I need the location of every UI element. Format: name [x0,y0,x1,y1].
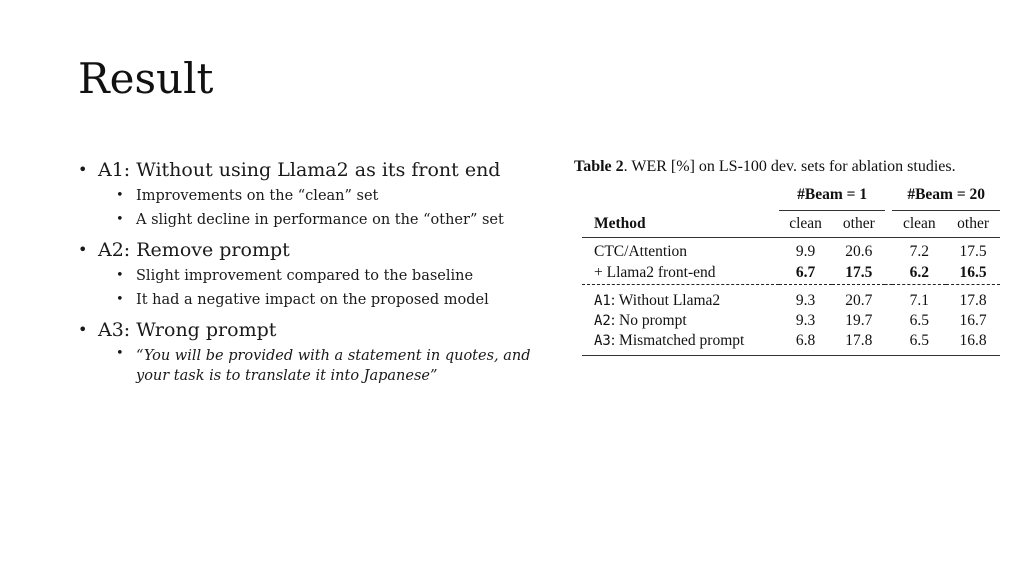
table-cell: 6.8 [779,331,832,356]
table-caption-text: . WER [%] on LS-100 dev. sets for ablation studies. [623,158,956,175]
row-code: A3 [594,333,611,349]
sub-bullet: • Slight improvement compared to the baseline [98,264,546,288]
row-label: CTC/Attention [594,243,687,260]
group-header-beam1: #Beam = 1 [779,182,886,211]
slide-title: Result [78,54,214,103]
bullet-a3 [76,316,546,386]
table-cell: 20.6 [845,243,873,260]
table-caption-label: Table 2 [574,158,624,175]
column-header-row [582,211,1000,238]
row-label: : No prompt [610,312,687,329]
group-header-beam20: #Beam = 20 [892,182,1000,211]
sub-bullet: • It had a negative impact on the proposed model [98,288,546,312]
table-cell: 6.5 [909,312,929,329]
table-row [582,262,1000,285]
table-row [582,238,1000,263]
row-label: : Mismatched prompt [610,332,745,349]
table-cell: 7.1 [909,292,929,309]
row-code: A1 [594,293,611,309]
table-cell: 6.5 [892,331,946,356]
table-cell-best: 17.5 [845,264,873,281]
table-caption [574,158,1004,176]
method-header: Method [582,211,779,238]
col-header: other [946,211,1000,238]
bullet-a1 [76,156,546,232]
table-row [582,311,1000,331]
bullet-a1-text: A1: Without using Llama2 as its front end [98,159,501,181]
table-cell: 19.7 [845,312,873,329]
table-cell-best: 6.7 [795,264,816,281]
table-cell: 17.8 [832,331,885,356]
table-row [582,331,1000,356]
sub-bullet-quote: • “You will be provided with a statement in quotes, and your task is to translate it into Japanese” [98,344,546,386]
col-header: clean [892,211,946,238]
table-cell: 9.9 [795,243,816,260]
row-label: : Without Llama2 [610,292,721,309]
row-code: A2 [594,313,611,329]
table-cell: 17.8 [959,292,987,309]
bullet-a3-sublist [98,344,546,386]
table-cell-best: 16.5 [959,264,987,281]
bullet-a3-text: A3: Wrong prompt [98,319,277,341]
bullet-a2 [76,236,546,312]
col-header: clean [779,211,832,238]
table-cell: 16.7 [959,312,987,329]
sub-bullet: • A slight decline in performance on the “other” set [98,208,546,232]
wer-table [582,182,1000,356]
table-cell: 20.7 [845,292,873,309]
bullet-a2-sublist [98,264,546,312]
bullet-a1-sublist [98,184,546,232]
table-cell: 9.3 [795,312,816,329]
group-header-row [582,182,1000,211]
table-cell: 17.5 [959,243,987,260]
table-cell-best: 6.2 [909,264,929,281]
table-cell: 16.8 [946,331,1000,356]
table-row [582,285,1000,312]
sub-bullet: • Improvements on the “clean” set [98,184,546,208]
table-cell: 7.2 [909,243,929,260]
bullet-a2-text: A2: Remove prompt [98,239,290,261]
col-header: other [832,211,885,238]
bullet-list [76,152,546,386]
table-cell: 9.3 [795,292,816,309]
row-label: + Llama2 front-end [582,262,779,285]
results-table-figure [572,158,1004,356]
